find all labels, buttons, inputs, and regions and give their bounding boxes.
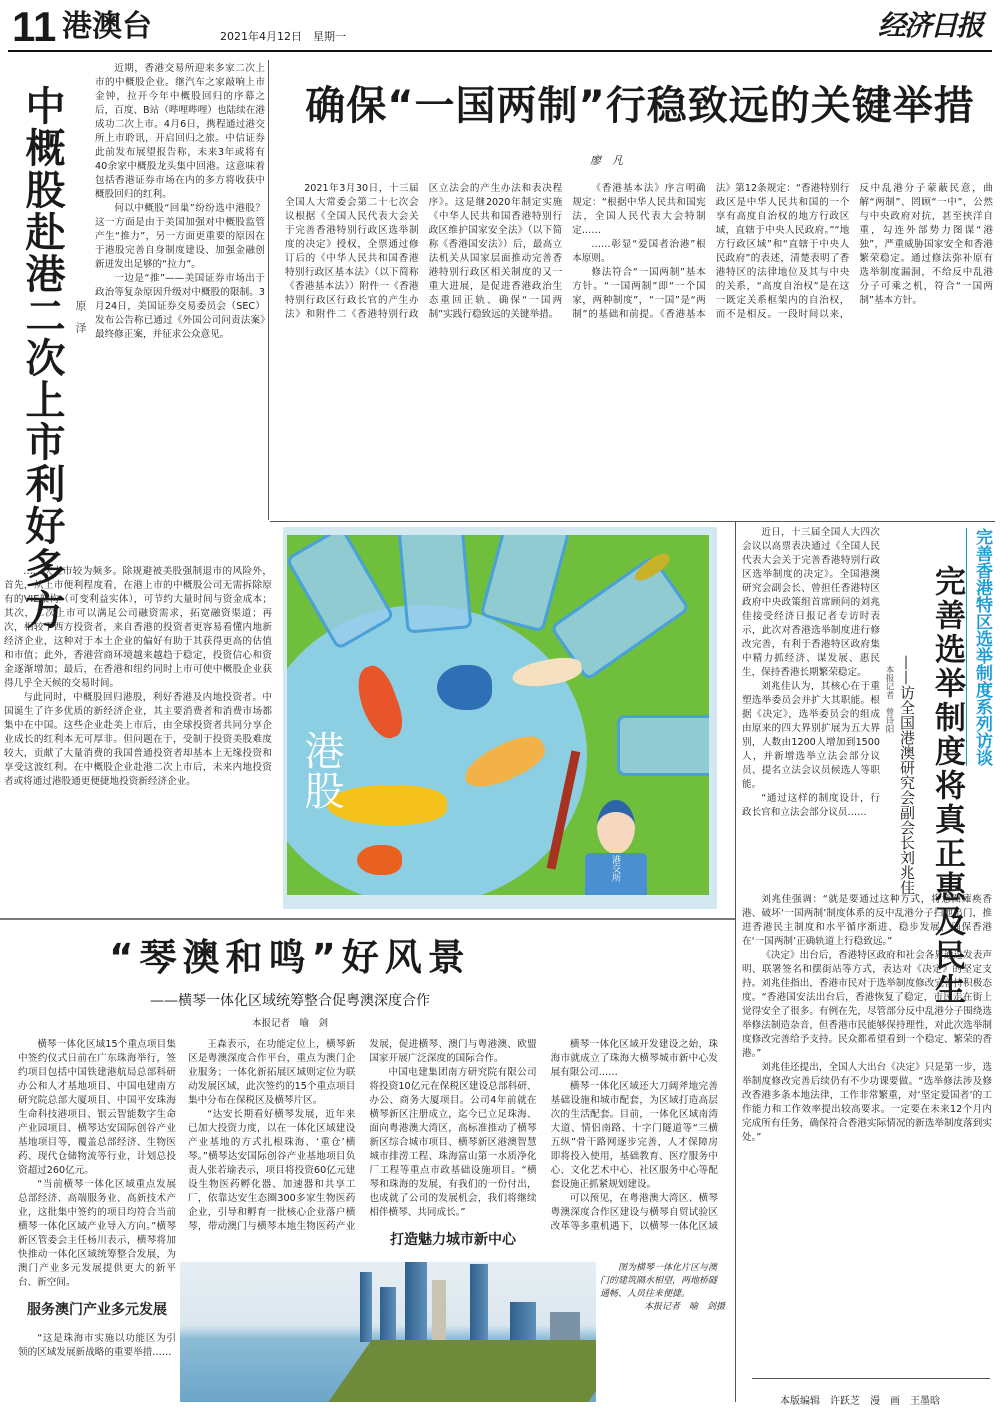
qinao-subhead-1: 服务澳门产业多元发展 (27, 1302, 167, 1318)
main-byline: 廖 凡 (590, 154, 623, 167)
worker-head (597, 800, 635, 854)
paragraph: 2021年3月30日，十三届全国人大常委会第二十七次会议根据《全国人民代表大会关于完善香港特别行政区选举制度的决定》授权，全票通过修订后的《中华人民共和国香港特别行政区基本法》（以下简称《香港基本法》）附件一《香港特别行政区行政长官的产生办法》和附件二《香港特别行政区立法会的产生办法和表决程序》。这是继2020年制定实施《中华人民共和国香港特别行政区维护国家安全法》（以下简称《香港国安法》）后，最高立法机关从国家层面推动完善香港特别行政区相关制度的又一重大进展，是促进香港政治生态重回正轨、确保“一国两制”实践行稳致远的关键举措。 (285, 183, 563, 320)
divider (0, 918, 735, 920)
paragraph: 刘兆佳认为，其核心在于重塑选举委员会并扩大其职能。根据《决定》，选举委员会的组成由原来的四大界别扩展为五大界别，人数由1200人增加到1500人，并新增选举立法会部分议员、提名立法会议员候选人等职能。 (742, 681, 880, 790)
interview-headline: 完善选举制度将真正惠及民生 (929, 565, 965, 1007)
paragraph: 中国电建集团南方研究院有限公司将投资10亿元在保税区建设总部科研、办公、商务大厦项目。公司4年前就在横琴新区注册成立，迄今已立足珠海、面向粤港澳大湾区，高标准推动了横琴新区综合城市项目、横琴新区港澳智慧城市排涝工程、珠海富山第一水质净化厂工程等重点市政基础设施项目。“横琴和珠海的发展，有我们的一份付出，也成就了公司的发展机会，我们将继续相伴横琴、共同成长。” (369, 1067, 537, 1218)
hengqin-skyline-photo (180, 1262, 596, 1402)
fish-icon (437, 665, 492, 710)
interview-byline: 本报记者 曾诗阳 (884, 665, 894, 733)
series-tag: 完善香港特区选举制度系列访谈 (966, 528, 995, 766)
paragraph: 近日，十三届全国人大四次会议以高票表决通过《全国人民代表大会关于完善香港特别行政区选举制度的决定》。全国港澳研究会副会长、曾担任香港特区政府中央政策组首席顾问的刘兆佳接受经济日报记者专访时表示，此次对香港选举制度进行修改完善，有利于香港特区政府集中精力抓经济、谋发展、惠民生，保持香港长期繁荣稳定。 (742, 527, 880, 678)
qinao-cols (188, 1038, 718, 1256)
divider (268, 60, 269, 520)
tube-icon (398, 535, 473, 634)
paragraph: 横琴一体化区域还大刀阔斧地完善基础设施和城市配套，为区域打造高层次的生活配套。目前，一体化区域南湾大道、情侣南路、十字门隧道等“三横五纵”骨干路网逐步完善，人才保障房即将投入使用，基础教育、医疗服务中心、文化艺术中心、社区服务中心等配套设施正抓紧规划建设。 (550, 1081, 718, 1190)
zgg-headline: 中概股赴港二次上市利好多方 (19, 85, 66, 631)
paragraph: 与此同时，中概股回归港股，利好香港及内地投资者。中国诞生了许多优质的新经济企业，其主要消费者和消费市场都集中在中国。这些企业赴美上市后，由全球投资者共同分享企业成长的红利本无可厚非。但问题在于，受制于投资美股难度较大，贡献了大量消费的我国普通投资者却基本上无缘投资和享受这波红利。在中概股企业赴港二次上市后，未来内地投资者或将通过港股通更便捷地投资新经济企业。 (4, 692, 272, 787)
tube-icon (617, 715, 709, 776)
paragraph: 王森表示，在功能定位上，横琴新区是粤澳深度合作平台，重点为澳门企业服务；一体化新拓展区域则定位为联动发展区域，此次签约的15个重点项目集中分布在保税区及横琴片区。 (188, 1039, 356, 1106)
qinao-subtitle: ——横琴一体化区域统筹整合促粤澳深度合作 (150, 993, 430, 1009)
paragraph: “通过这样的制度设计，行政长官和立法会部分议员…… (742, 793, 880, 818)
issue-date: 2021年4月12日 星期一 (220, 30, 346, 43)
qinao-headline: “琴澳和鸣”好风景 (109, 936, 471, 979)
qinao-col1 (18, 1038, 176, 1400)
zgg-byline: 原 泽 (74, 300, 87, 333)
paragraph: 修法符合“一国两制”基本方针。“一国两制”即“一个国家，两种制度”，“一国”是“两制”的基础和前提。《香港基本法》第12条规定：“香港特别行政区是中华人民共和国的一个享有高度自治权的地方行政区域，直辖于中央人民政府。”“地方行政区域”和“直辖于中央人民政府”的表述，清楚表明了香港特区的法律地位及其与中央的关系，“高度自治权”是在这一既定关系框架内的自治权，而不是相反。一段时间以来，反中乱港分子蒙蔽民意，曲解“两制”、罔顾“一中”，公然与中央政府对抗，甚至挟洋自重，勾连外部势力图谋“港独”，严重威胁国家安全和香港繁荣稳定。通过修法弥补原有选举制度漏洞，不给反中乱港分子可乘之机，符合“一国两制”基本方针。 (572, 183, 993, 320)
qinao-subhead-2: 打造魅力城市新中心 (389, 1232, 516, 1248)
divider (270, 521, 995, 522)
paragraph: 刘兆佳还提出，全国人大出台《决定》只是第一步，选举制度修改完善后续仍有不少功课要做。“选举修法涉及修改香港多条本地法律，工作非常繁重，对‘坚定爱国者’的工作能力和工作效率提出较高要求。一定要在未来12个月内完成所有任务，确保符合香港实际情况的新选举制度落到实处。” (742, 1062, 992, 1143)
newspaper-logo: 经济日报 (877, 9, 982, 42)
paragraph: 《决定》出台后，香港特区政府和社会各界通过发表声明、联署签名和摆街站等方式，表达对《决定》的坚定支持。刘兆佳指出，香港市民对于选举制度修改完善持积极态度。“香港国安法出台后，香港恢复了稳定，市民走在街上觉得安全了很多。有例在先，尽管部分反中乱港分子围绕选举修法制造杂音，但香港市民能够保持理性，对此次选举制度修改完善给予支持。民众都希望看到一个稳定、繁荣的香港。” (742, 950, 992, 1059)
qinao-byline: 本报记者 喻 剑 (251, 1018, 328, 1029)
paragraph: 刘兆佳强调：“就是要通过这种方式，将意图瘫痪香港、破坏‘一国两制’制度体系的反中乱港分子扫地出门，推进香港民主制度和水平循序渐进、稳步发展，确保香港在‘一国两制’正确轨道上行稳致远。” (742, 894, 992, 947)
cartoon-illustration (283, 527, 717, 909)
photo-credit: 本报记者 喻 剑摄 (643, 1302, 725, 1312)
paragraph: 一边是“推”——美国证券市场出于政治等复杂原因升级对中概股的限制。3月24日，美国证券交易委员会（SEC）发布公告称已通过《外国公司问责法案》最终修正案，并征求公众意见。 (95, 273, 265, 340)
interview-subtitle: ——访全国港澳研究会副会长刘兆佳 (898, 655, 916, 895)
divider (735, 522, 736, 1402)
paragraph: ……次上市较为频多。除规避被美股强制退市的风险外，首先，从上市便利程度看，在港上市的中概股公司无需拆除原有的VIE架构（可变利益实体），可节约大量时间与资金成本；其次，二次上市可以满足公司融资需求，拓宽融资渠道；再次，相较于西方投资者，来自香港的投资者更容易看懂内地新经济企业，这种对于本土企业的偏好有助于其获得更高的估值和市值；此外，香港营商环境越来越趋于稳定，投资信心和资金逐渐增加；最后，在香港和纽约同时上市可使中概股企业获得几乎全天候的交易时间。 (4, 566, 272, 689)
footer-editors: 本版编辑 许跃芝 漫 画 王墨晗 (780, 1396, 940, 1407)
fish-icon (357, 845, 402, 875)
interview-body-bottom (742, 893, 992, 1337)
interview-body-top (742, 526, 880, 888)
section-title: 港澳台 (62, 9, 152, 44)
main-body (285, 182, 993, 518)
zgg-body-bottom (4, 565, 272, 915)
page-number: 11 (12, 3, 57, 50)
paragraph: 何以中概股“回巢”纷纷选中港股？这一方面是由于美国加强对中概股监管产生“推力”，另一方面更重要的原因在于港股完善自身制度建设、加强金融创新迸发出足够的“拉力”。 (95, 203, 265, 270)
caption-text: 图为横琴一体化片区与澳门的建筑隔水相望，两地桥隧通畅、人员往来便捷。 (600, 1263, 718, 1299)
paragraph: “这是珠海市实施以功能区为引领的区域发展新战略的重要举措…… (18, 1333, 176, 1358)
apron-text: 港交所 (610, 855, 620, 882)
main-headline: 确保“一国两制”行稳致远的关键举措 (305, 83, 975, 129)
tube-icon (479, 535, 570, 633)
illustration-text: 港股 (298, 730, 344, 810)
paragraph: 横琴一体化区域15个重点项目集中签约仪式日前在广东珠海举行，签约项目包括中国铁建港航局总部科研办公和人才基地项目、中国电建南方研究院总部大厦项目、中国平安珠海生命科技港项目、银云智能数字生命产业园项目、横琴达安国际创谷产业基地项目等，覆盖总部经济、生物医药、现代仓储物流等行业，计划总投资超过260亿元。 (18, 1039, 176, 1176)
paragraph: “当前横琴一体化区域重点发展总部经济、高端服务业、高新技术产业，这批集中签约的项目均符合当前横琴一体化区域产业导入方向。”横琴新区管委会主任杨川表示，横琴将加快推动一体化区域统筹整合发展，为澳门产业多元发展提供更大的新平台、新空间。 (18, 1179, 176, 1288)
paragraph: 横琴一体化区域开发建设之始，珠海市就成立了珠海大横琴城市新中心发展有限公司…… (550, 1039, 718, 1078)
zgg-body-top (95, 62, 265, 562)
paragraph: 近期，香港交易所迎来多家二次上市的中概股企业。继汽车之家敲响上市金钟，拉开今年中概股回归的序幕之后，百度、B站（哔哩哔哩）也陆续在港成功二次上市。4月6日，携程通过港交所上市聆讯，开启回归之旅。中信证券此前发布展望报告称，未来3年或将有40余家中概股龙头集中回港。这意味着包括香港证券市场在内的多方将收获中概股回归的红利。 (95, 63, 265, 200)
header-rule (8, 50, 992, 52)
paragraph: “达安长期看好横琴发展，近年来已加大投资力度，以在一体化区域建设产业基地的方式扎根珠海、‘重仓’横琴。”横琴达安国际创谷产业基地项目负责人张若瑜表示，项目将投资60亿元建设生物医药孵化器、加速器和共享工厂，依靠达安生态圈300多家生物医药企业，引导和孵育一批核心企业落户横琴，带动澳门与横琴本地生物医药产业发展，促进横琴、澳门与粤港澳、欧盟国家开展广泛深度的国际合作。 (188, 1039, 537, 1232)
paragraph: ……彰显“爱国者治港”根本原则。 (572, 239, 706, 264)
paragraph: 可以预见，在粤港澳大湾区、横琴粤澳深度合作区建设与横琴自贸试验区改革等多重机遇下，以横琴一体化区域 (550, 1193, 718, 1232)
photo-caption (600, 1262, 725, 1314)
footer-rule (752, 1378, 990, 1379)
paragraph: 《香港基本法》序言明确规定：“根据中华人民共和国宪法，全国人民代表大会特制定…… (572, 183, 706, 236)
